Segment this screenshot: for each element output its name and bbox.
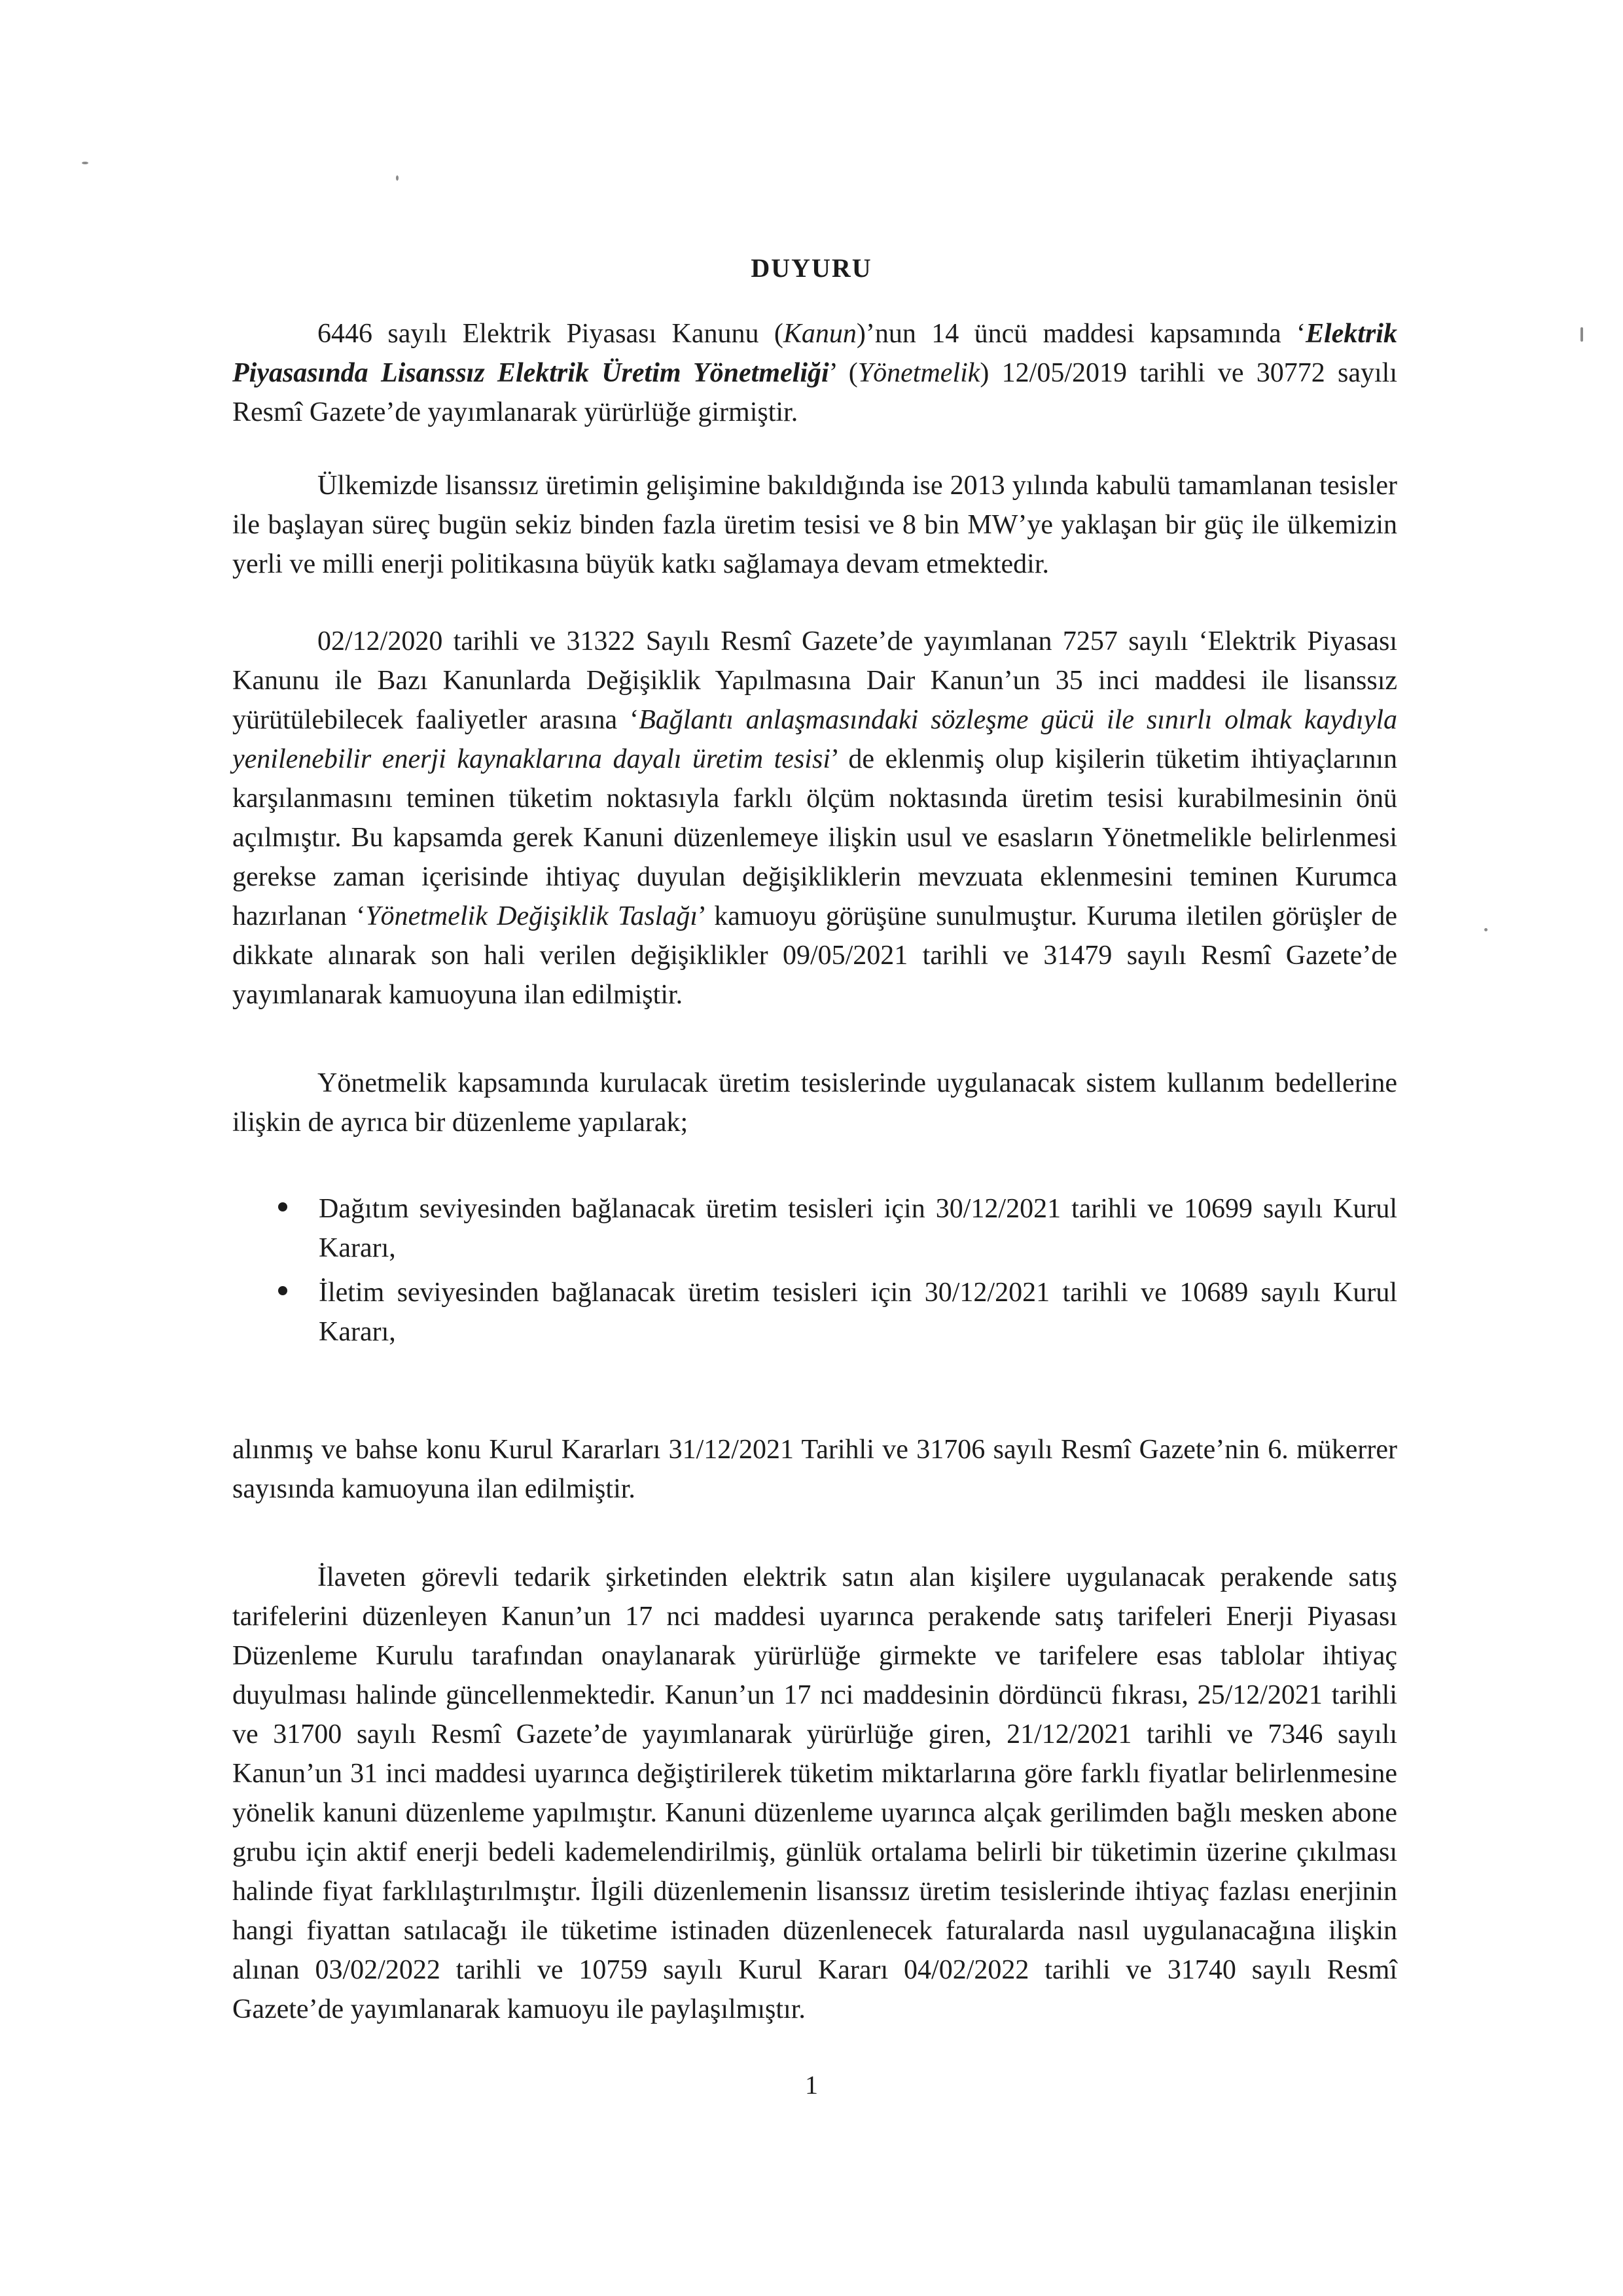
scan-speck [1580, 327, 1583, 342]
list-item: Dağıtım seviyesinden bağlanacak üretim tesisleri için 30/12/2021 tarihli ve 10699 sayılı Kurul Kararı, [319, 1189, 1397, 1268]
paragraph-1: 6446 sayılı Elektrik Piyasası Kanunu (Kanun)’nun 14 üncü maddesi kapsamında ‘Elektrik Piyasasında Lisanssız Elektrik Üretim Yönetmeliği’ (Yönetmelik) 12/05/2019 tarihli ve 30772 sayılı Resmî Gazete’de yayımlanarak yürürlüğe girmiştir. [232, 319, 1397, 427]
paragraph-6: İlaveten görevli tedarik şirketinden elektrik satın alan kişilere uygulanacak perakende satış tarifelerini düzenleyen Kanun’un 17 nci maddesi uyarınca perakende satış tarifeleri Enerji Piyasası Düzenleme Kurulu tarafından onaylanarak yürürlüğe girmekte ve tarifelere esas tablolar ihtiyaç duyulması halinde güncellenmektedir. Kanun’un 17 nci maddesinin dördüncü fıkrası, 25/12/2021 tarihli ve 31700 sayılı Resmî Gazete’de yayımlanarak yürürlüğe giren, 21/12/2021 tarihli ve 7346 sayılı Kanun’un 31 inci maddesi uyarınca değiştirilerek tüketim miktarlarına göre farklı fiyatlar belirlenmesine yönelik kanuni düzenleme yapılmıştır. Kanuni düzenleme uyarınca alçak gerilimden bağlı mesken abone grubu için aktif enerji bedeli kademelendirilmiş, günlük ortalama belirli bir tüketimin üzerine çıkılması halinde fiyat farklılaştırılmıştır. İlgili düzenlemenin lisanssız üretim tesislerinde ihtiyaç fazlası enerjinin hangi fiyattan satılacağı ile tüketime istinaden düzenlenecek faturalarda nasıl uygulanacağına ilişkin alınan 03/02/2022 tarihli ve 10759 sayılı Kurul Kararı 04/02/2022 tarihli ve 31740 sayılı Resmî Gazete’de yayımlanarak kamuoyu ile paylaşılmıştır. [232, 1562, 1397, 2024]
draft-title: Yönetmelik Değişiklik Taslağı [365, 901, 698, 931]
scan-speck [82, 162, 88, 164]
document-title: DUYURU [751, 253, 872, 283]
bullet-icon [278, 1202, 287, 1211]
paragraph-5: alınmış ve bahse konu Kurul Kararları 31/12/2021 Tarihli ve 31706 sayılı Resmî Gazete’nin 6. mükerrer sayısında kamuoyuna ilan edilmiştir. [232, 1435, 1397, 1504]
bullet-list [232, 1189, 1397, 1352]
scan-speck [1484, 928, 1488, 931]
quoted-activity: Bağlantı anlaşmasındaki sözleşme gücü ile sınırlı olmak kaydıyla yenilenebilir enerji kaynaklarına dayalı üretim tesisi [232, 705, 1397, 774]
paragraph-3: 02/12/2020 tarihli ve 31322 Sayılı Resmî Gazete’de yayımlanan 7257 sayılı ‘Elektrik Piyasası Kanunu ile Bazı Kanunlarda Değişiklik Yapılmasına Dair Kanun’un 35 inci maddesi ile lisanssız yürütülebilecek faaliyetler arasına ‘Bağlantı anlaşmasındaki sözleşme gücü ile sınırlı olmak kaydıyla yenilenebilir enerji kaynaklarına dayalı üretim tesisi’ de eklenmiş olup kişilerin tüketim ihtiyaçlarının karşılanmasını teminen tüketim noktasıyla farklı ölçüm noktasında üretim tesisi kurabilmesinin önü açılmıştır. Bu kapsamda gerek Kanuni düzenlemeye ilişkin usul ve esasların Yönetmelikle belirlenmesi gerekse zaman içerisinde ihtiyaç duyulan değişikliklerin mevzuata eklenmesini teminen Kurumca hazırlanan ‘Yönetmelik Değişiklik Taslağı’ kamuoyu görüşüne sunulmuştur. Kuruma iletilen görüşler de dikkate alınarak son hali verilen değişiklikler 09/05/2021 tarihli ve 31479 sayılı Resmî Gazete’de yayımlanarak kamuoyuna ilan edilmiştir. [232, 626, 1397, 1010]
list-item: İletim seviyesinden bağlanacak üretim tesisleri için 30/12/2021 tarihli ve 10689 sayılı Kurul Kararı, [319, 1273, 1397, 1352]
scan-speck [396, 175, 399, 181]
bullet-icon [278, 1286, 287, 1295]
paragraph-4: Yönetmelik kapsamında kurulacak üretim tesislerinde uygulanacak sistem kullanım bedellerine ilişkin de ayrıca bir düzenleme yapılarak; [232, 1068, 1397, 1138]
page-number: 1 [805, 2070, 818, 2100]
paragraph-2: Ülkemizde lisanssız üretimin gelişimine bakıldığında ise 2013 yılında kabulü tamamlanan tesisler ile başlayan süreç bugün sekiz binden fazla üretim tesisi ve 8 bin MW’ye yaklaşan bir güç ile ülkemizin yerli ve milli enerji politikasına büyük katkı sağlamaya devam etmektedir. [232, 471, 1397, 579]
document-body [232, 314, 1397, 2029]
regulation-title: Elektrik Piyasasında Lisanssız Elektrik Üretim Yönetmeliği [232, 319, 1397, 388]
